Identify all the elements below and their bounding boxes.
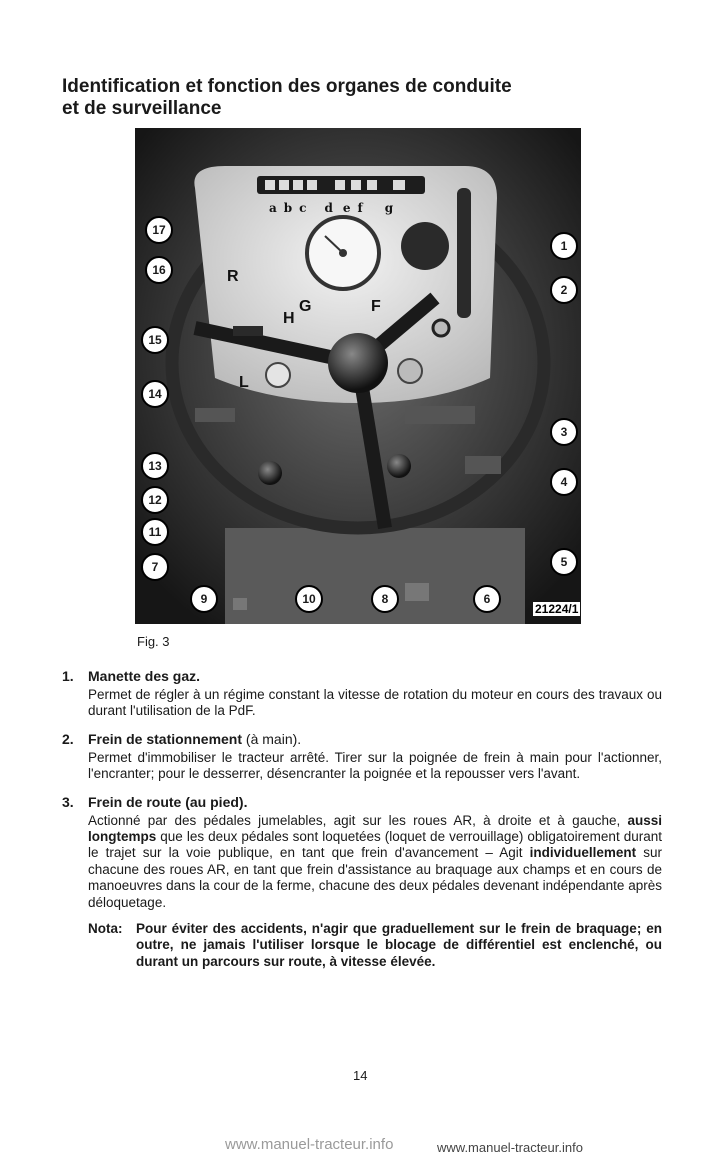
title-line-1: Identification et fonction des organes de conduite (62, 76, 512, 97)
callout-7: 7 (141, 553, 169, 581)
marker-R: R (227, 268, 239, 285)
callout-3: 3 (550, 418, 578, 446)
item-number: 1. (62, 668, 74, 684)
callout-15: 15 (141, 326, 169, 354)
item-title: Frein de route (au pied). (88, 793, 248, 810)
callout-2: 2 (550, 276, 578, 304)
callout-8: 8 (371, 585, 399, 613)
item-number: 2. (62, 730, 74, 747)
callout-13: 13 (141, 452, 169, 480)
indicator-letters: a b c d e f g (269, 201, 394, 215)
marker-G: G (299, 298, 312, 315)
nota-label: Nota: (88, 921, 123, 937)
list-item (62, 668, 662, 720)
callout-6: 6 (473, 585, 501, 613)
figure-ref: 21224/1 (535, 602, 579, 616)
item-body: Actionné par des pédales jumelables, agit sur les roues AR, à droite et à gauche, aussi longtemps que les deux pédales sont loquetées (loquet de verrouillage) obligatoirement durant le trajet sur la voie publique, en tant que frein d'avancement – Agit individuellement sur chacune des roues AR, en tant que frein d'assistance au braquage aux champs et en cours de manoeuvres dans la cour de la ferme, chacune des deux pédales devenant indépendante après déloquetage. (88, 812, 662, 910)
list-item (62, 794, 662, 971)
list-item (62, 731, 662, 783)
title-line-2: et de surveillance (62, 98, 222, 119)
page-number: 14 (353, 1068, 368, 1083)
callout-10: 10 (295, 585, 323, 613)
callout-4: 4 (550, 468, 578, 496)
callout-11: 11 (141, 518, 169, 546)
figure-caption: Fig. 3 (137, 634, 170, 649)
item-number: 3. (62, 793, 74, 810)
callout-17: 17 (145, 216, 173, 244)
nota-block (88, 921, 662, 970)
callout-16: 16 (145, 256, 173, 284)
nota-text: Pour éviter des accidents, n'agir que graduellement sur le frein de braquage; en outre, ne jamais l'utiliser lorsque le blocage de différentiel est enclenché, ou durant un parcours sur route, à vitesse élevée. (136, 921, 662, 969)
callout-1: 1 (550, 232, 578, 260)
marker-L: L (239, 374, 249, 391)
marker-H: H (283, 310, 295, 327)
page-title (62, 76, 662, 120)
item-title: Frein de stationnement (à main). (88, 730, 302, 747)
callout-12: 12 (141, 486, 169, 514)
item-body: Permet de régler à un régime constant la vitesse de rotation du moteur en cours des travaux ou durant l'utilisation de la PdF. (88, 687, 662, 719)
callout-5: 5 (550, 548, 578, 576)
dashboard-photo (135, 128, 581, 624)
watermark-left: www.manuel-tracteur.info (225, 1136, 394, 1153)
callout-14: 14 (141, 380, 169, 408)
watermark-right: www.manuel-tracteur.info (437, 1140, 583, 1155)
item-list (62, 668, 662, 981)
item-body: Permet d'immobiliser le tracteur arrêté. Tirer sur la poignée de frein à main pour l'actionner, l'encranter; pour le desserrer, désencranter la poignée et la repousser vers l'avant. (88, 749, 662, 782)
item-title: Manette des gaz. (88, 668, 201, 684)
callout-9: 9 (190, 585, 218, 613)
marker-F: F (371, 298, 381, 315)
